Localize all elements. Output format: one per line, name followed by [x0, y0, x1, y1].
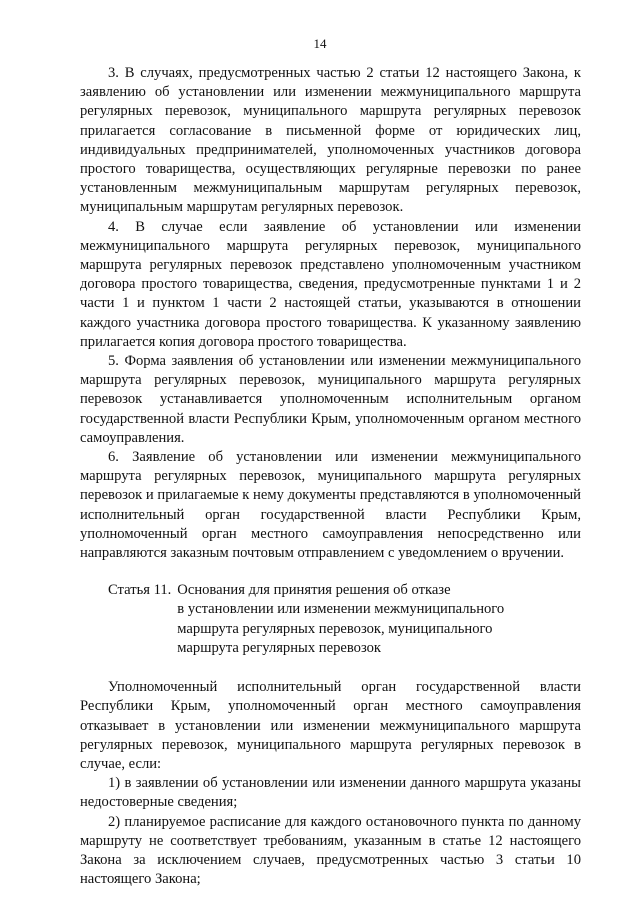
- article-title-line: маршрута регулярных перевозок: [177, 639, 382, 656]
- paragraph-item-5: 5. Форма заявления об установлении или изменении межмуниципального маршрута регулярных перевозок, муниципального маршрута регулярных перевозок устанавливается уполномоченным исполнительным органом государственной власти Республики Крым, уполномоченным органом местного самоуправления.: [80, 353, 581, 446]
- document-body: [80, 64, 581, 889]
- article-title-line: в установлении или изменении межмуниципального: [177, 601, 505, 618]
- list-item-2: 2) планируемое расписание для каждого остановочного пункта по данному маршруту не соответствует требованиям, указанным в статье 12 настоящего Закона за исключением случаев, предусмотренных частью 3 статьи 10 настоящего Закона;: [80, 813, 581, 888]
- list-item-1: 1) в заявлении об установлении или изменении данного маршрута указаны недостоверные сведения;: [80, 775, 581, 811]
- article-label: Статья 11.: [108, 582, 172, 599]
- paragraph-item-4: 4. В случае если заявление об установлении или изменении межмуниципального маршрута регулярных перевозок, муниципального маршрута регулярных перевозок представлено уполномоченным участником договора простого товарищества, сведения, предусмотренные пунктами 1 и 2 части 1 и пунктом 1 части 2 настоящей статьи, указываются в отношении каждого участника договора простого товарищества. К указанному заявлению прилагается копия договора простого товарищества.: [80, 218, 581, 350]
- page-number: 14: [313, 36, 327, 51]
- article-intro-paragraph: Уполномоченный исполнительный орган государственной власти Республики Крым, уполномоченный орган местного самоуправления отказывает в установлении или изменении межмуниципального маршрута регулярных перевозок, муниципального маршрута регулярных перевозок в случае, если:: [80, 679, 581, 772]
- paragraph-item-3: 3. В случаях, предусмотренных частью 2 статьи 12 настоящего Закона, к заявлению об установлении или изменении межмуниципального маршрута регулярных перевозок, муниципального маршрута регулярных перевозок прилагается согласование в письменной форме от юридических лиц, индивидуальных предпринимателей, уполномоченных участников договора простого товарищества, осуществляющих регулярные перевозки по ранее установленным межмуниципальным маршрутам регулярных перевозок, муниципальным маршрутам регулярных перевозок.: [80, 65, 581, 216]
- article-title: [177, 581, 504, 658]
- article-title-line: маршрута регулярных перевозок, муниципального: [177, 620, 493, 637]
- article-heading: [80, 581, 581, 658]
- paragraph-item-6: 6. Заявление об установлении или изменении межмуниципального маршрута регулярных перевозок, муниципального маршрута регулярных перевозок и прилагаемые к нему документы представляются в уполномоченный исполнительный орган государственной власти Республики Крым, уполномоченный орган местного самоуправления непосредственно или направляются заказным почтовым отправлением с уведомлением о вручении.: [80, 449, 581, 562]
- article-title-line: Основания для принятия решения об отказе: [177, 582, 451, 599]
